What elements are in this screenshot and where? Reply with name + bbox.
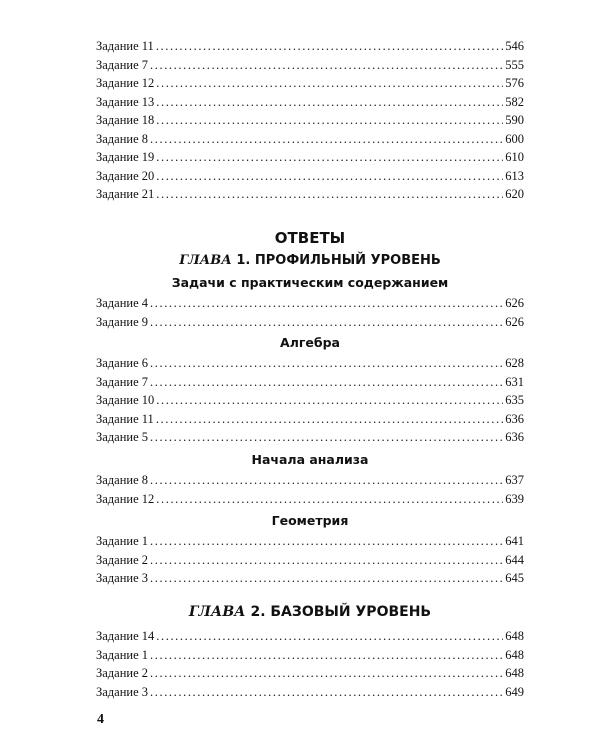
leader-dots [156,148,503,167]
toc-entry-page: 613 [505,168,524,183]
section-title-practical: Задачи с практическим содержанием [171,275,449,290]
leader-dots [156,391,503,410]
toc-entry[interactable] [96,56,524,75]
toc-entry-label: Задание 11 [96,39,154,53]
toc-entry[interactable] [96,428,524,447]
leader-dots [150,664,503,683]
leader-dots [150,569,503,588]
leader-dots [156,490,503,509]
leader-dots [150,646,503,665]
toc-entry[interactable] [96,313,524,332]
toc-entry[interactable] [96,569,524,588]
toc-entry[interactable] [96,130,524,149]
toc-entry-page: 610 [505,150,524,164]
section-title-geometry: Геометрия [271,513,349,528]
toc-entry-label: Задание 1 [96,647,149,662]
toc-entry[interactable] [96,37,524,56]
toc-entry[interactable] [96,664,524,683]
leader-dots [156,93,503,112]
toc-entry-label: Задание 8 [96,473,149,487]
leader-dots [156,167,503,186]
leader-dots [150,551,503,570]
toc-entry-page: 635 [505,393,524,407]
toc-entry[interactable] [96,532,524,551]
toc-entry-label: Задание 14 [96,629,155,643]
section-title-algebra: Алгебра [280,335,340,350]
toc-entry-page: 648 [505,647,524,662]
toc-entry-page: 600 [505,131,524,146]
toc-entry-label: Задание 11 [96,411,154,426]
toc-entry[interactable] [96,683,524,702]
toc-entry[interactable] [96,93,524,112]
toc-entry[interactable] [96,167,524,186]
toc-entry-label: Задание 20 [96,168,155,183]
leader-dots [150,130,503,149]
toc-entry-label: Задание 13 [96,94,155,109]
toc-entry-page: 626 [505,314,524,329]
toc-entry-page: 555 [505,57,524,72]
toc-entry-label: Задание 10 [96,393,155,407]
leader-dots [150,313,503,332]
toc-entry[interactable] [96,185,524,204]
toc-entry-label: Задание 12 [96,491,155,506]
toc-entry[interactable] [96,490,524,509]
leader-dots [150,354,503,373]
leader-dots [156,74,503,93]
toc-entry-page: 641 [505,534,524,548]
toc-entry[interactable] [96,471,524,490]
toc-entry[interactable] [96,354,524,373]
leader-dots [150,471,503,490]
leader-dots [156,37,503,56]
toc-entry-page: 648 [505,629,524,643]
toc-entry-page: 590 [505,113,524,127]
toc-entry-page: 645 [505,571,524,585]
toc-entry-page: 637 [505,473,524,487]
toc-section-practical [96,294,524,331]
toc-entry-page: 546 [505,39,524,53]
toc-entry-page: 644 [505,552,524,567]
toc-entry-label: Задание 19 [96,150,155,164]
toc-entry-page: 576 [505,76,524,90]
toc-entry-page: 631 [505,374,524,389]
chapter2-title: 2. БАЗОВЫЙ УРОВЕНЬ [250,604,432,620]
leader-dots [150,428,503,447]
toc-entry-label: Задание 7 [96,374,149,389]
leader-dots [150,294,503,313]
chapter2-heading [96,604,524,620]
toc-entry-label: Задание 5 [96,430,149,444]
toc-entry[interactable] [96,373,524,392]
toc-entry[interactable] [96,627,524,646]
toc-entry-label: Задание 3 [96,684,149,699]
toc-entry-label: Задание 4 [96,296,149,310]
toc-entry-label: Задание 18 [96,113,155,127]
toc-entry-label: Задание 2 [96,666,149,680]
toc-entry-page: 636 [505,430,524,444]
toc-entry-label: Задание 1 [96,534,149,548]
toc-entry-page: 628 [505,356,524,370]
toc-entry[interactable] [96,410,524,429]
toc-entry[interactable] [96,111,524,130]
chapter1-title: 1. ПРОФИЛЬНЫЙ УРОВЕНЬ [236,253,441,268]
toc-entry[interactable] [96,391,524,410]
toc-entry-label: Задание 21 [96,187,155,201]
toc-entry-page: 620 [505,187,524,201]
section-title-analysis: Начала анализа [251,452,369,467]
chapter2-prefix: ГЛАВА [188,604,246,620]
leader-dots [156,185,503,204]
toc-entry-page: 626 [505,296,524,310]
leader-dots [150,532,503,551]
page-number: 4 [97,712,104,727]
leader-dots [150,56,503,75]
toc-top-list [96,37,524,204]
toc-section-analysis [96,471,524,508]
toc-entry[interactable] [96,551,524,570]
toc-entry-label: Задание 6 [96,356,149,370]
toc-entry-page: 582 [505,94,524,109]
chapter1-heading [96,253,524,268]
leader-dots [150,373,503,392]
toc-section-geometry [96,532,524,588]
toc-entry-page: 636 [505,411,524,426]
answers-title: ОТВЕТЫ [274,229,346,247]
toc-section-algebra [96,354,524,447]
toc-entry-label: Задание 7 [96,57,149,72]
toc-entry[interactable] [96,646,524,665]
toc-entry[interactable] [96,294,524,313]
toc-entry-page: 649 [505,684,524,699]
leader-dots [156,410,503,429]
toc-entry[interactable] [96,74,524,93]
toc-entry-page: 648 [505,666,524,680]
toc-entry-label: Задание 9 [96,314,149,329]
toc-entry-label: Задание 12 [96,76,155,90]
toc-entry-page: 639 [505,491,524,506]
toc-chapter2 [96,627,524,701]
leader-dots [150,683,503,702]
chapter1-prefix: ГЛАВА [179,253,232,268]
leader-dots [156,111,503,130]
toc-entry-label: Задание 2 [96,552,149,567]
toc-entry-label: Задание 8 [96,131,149,146]
leader-dots [156,627,503,646]
toc-entry-label: Задание 3 [96,571,149,585]
toc-entry[interactable] [96,148,524,167]
